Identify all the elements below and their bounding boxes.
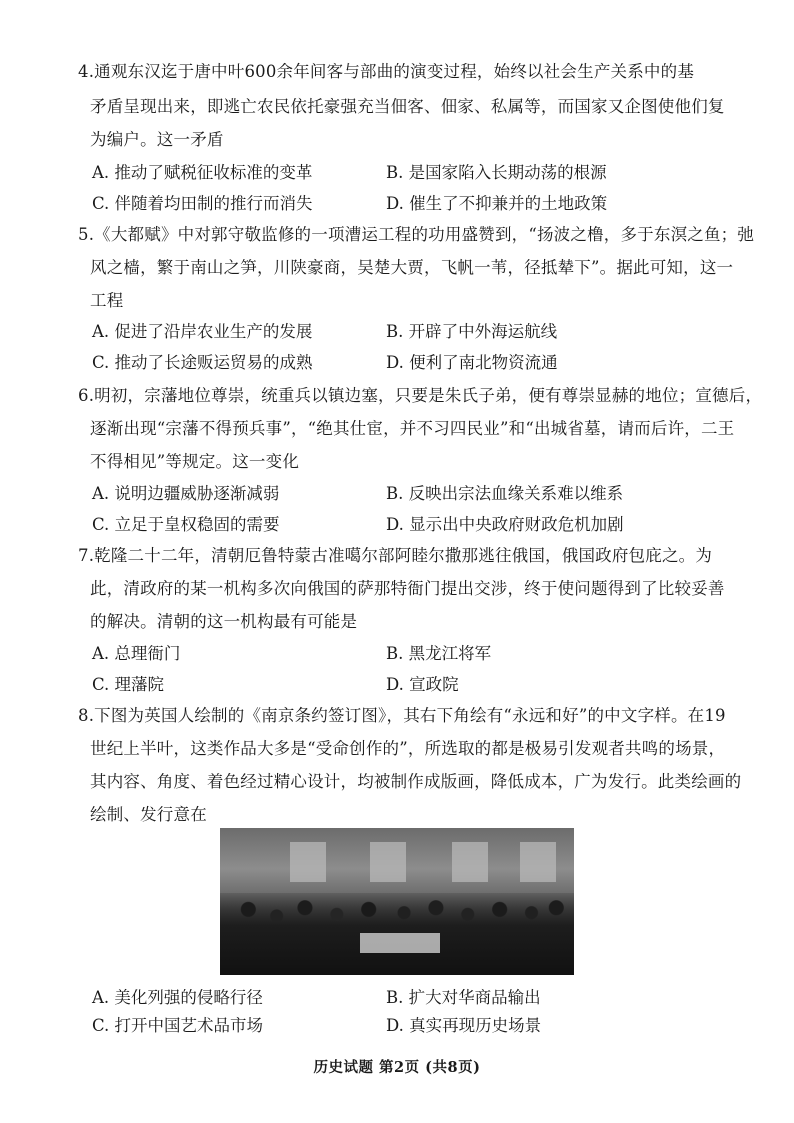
question-text-line: 风之樯，繁于南山之笋，川陕豪商，吴楚大贾，飞帆一苇，径抵辇下”。据此可知，这一 — [90, 258, 734, 277]
question-text-line: 5.《大都赋》中对郭守敬监修的一项漕运工程的功用盛赞到，“扬波之橹，多于东溟之鱼；弛 — [78, 225, 755, 244]
option-b[interactable]: B. 扩大对华商品输出 — [386, 988, 541, 1007]
option-c[interactable]: C. 伴随着均田制的推行而消失 — [92, 194, 313, 213]
option-d[interactable]: D. 便利了南北物资流通 — [386, 353, 558, 372]
page-footer: 历史试题 第2页 (共8页) — [313, 1059, 481, 1076]
option-a[interactable]: A. 说明边疆威胁逐渐减弱 — [92, 484, 280, 503]
option-a[interactable]: A. 美化列强的侵略行径 — [92, 988, 263, 1007]
option-b[interactable]: B. 反映出宗法血缘关系难以维系 — [386, 484, 624, 503]
option-d[interactable]: D. 宣政院 — [386, 675, 459, 694]
option-b[interactable]: B. 开辟了中外海运航线 — [386, 322, 558, 341]
question-text-line: 工程 — [90, 291, 124, 310]
option-c[interactable]: C. 立足于皇权稳固的需要 — [92, 515, 280, 534]
question-text-line: 不得相见”等规定。这一变化 — [90, 452, 300, 471]
engraving-image — [220, 828, 574, 975]
question-text-line: 为编户。这一矛盾 — [90, 130, 224, 149]
option-b[interactable]: B. 黑龙江将军 — [386, 644, 492, 663]
option-b[interactable]: B. 是国家陷入长期动荡的根源 — [386, 163, 607, 182]
option-d[interactable]: D. 真实再现历史场景 — [386, 1016, 542, 1035]
question-text-line: 的解决。清朝的这一机构最有可能是 — [90, 612, 358, 631]
option-a[interactable]: A. 总理衙门 — [92, 644, 181, 663]
option-d[interactable]: D. 显示出中央政府财政危机加剧 — [386, 515, 624, 534]
question-text-line: 7.乾隆二十二年，清朝厄鲁特蒙古准噶尔部阿睦尔撒那逃往俄国，俄国政府包庇之。为 — [78, 546, 713, 565]
question-text-line: 此，清政府的某一机构多次向俄国的萨那特衙门提出交涉，终于使问题得到了比较妥善 — [90, 579, 725, 598]
question-text-line: 4.通观东汉迄于唐中叶600余年间客与部曲的演变过程，始终以社会生产关系中的基 — [78, 62, 695, 81]
option-a[interactable]: A. 促进了沿岸农业生产的发展 — [92, 322, 313, 341]
option-c[interactable]: C. 理藩院 — [92, 675, 165, 694]
question-text-line: 8.下图为英国人绘制的《南京条约签订图》，其右下角绘有“永远和好”的中文字样。在19 — [78, 706, 726, 725]
option-d[interactable]: D. 催生了不抑兼并的土地政策 — [386, 194, 608, 213]
option-a[interactable]: A. 推动了赋税征收标准的变革 — [92, 163, 313, 182]
question-text-line: 6.明初，宗藩地位尊崇，统重兵以镇边塞，只要是朱氏子弟，便有尊崇显赫的地位；宣德后， — [78, 386, 763, 405]
question-text-line: 世纪上半叶，这类作品大多是“受命创作的”，所选取的都是极易引发观者共鸣的场景， — [90, 739, 726, 758]
option-c[interactable]: C. 推动了长途贩运贸易的成熟 — [92, 353, 313, 372]
option-c[interactable]: C. 打开中国艺术品市场 — [92, 1016, 264, 1035]
question-text-line: 其内容、角度、着色经过精心设计，均被制作成版画，降低成本，广为发行。此类绘画的 — [90, 772, 742, 791]
question-text-line: 矛盾呈现出来，即逃亡农民依托豪强充当佃客、佃家、私属等，而国家又企图使他们复 — [90, 97, 725, 116]
question-text-line: 绘制、发行意在 — [90, 805, 207, 824]
question-text-line: 逐渐出现“宗藩不得预兵事”，“绝其仕宦，并不习四民业”和“出城省墓，请而后许，二王 — [90, 419, 735, 438]
